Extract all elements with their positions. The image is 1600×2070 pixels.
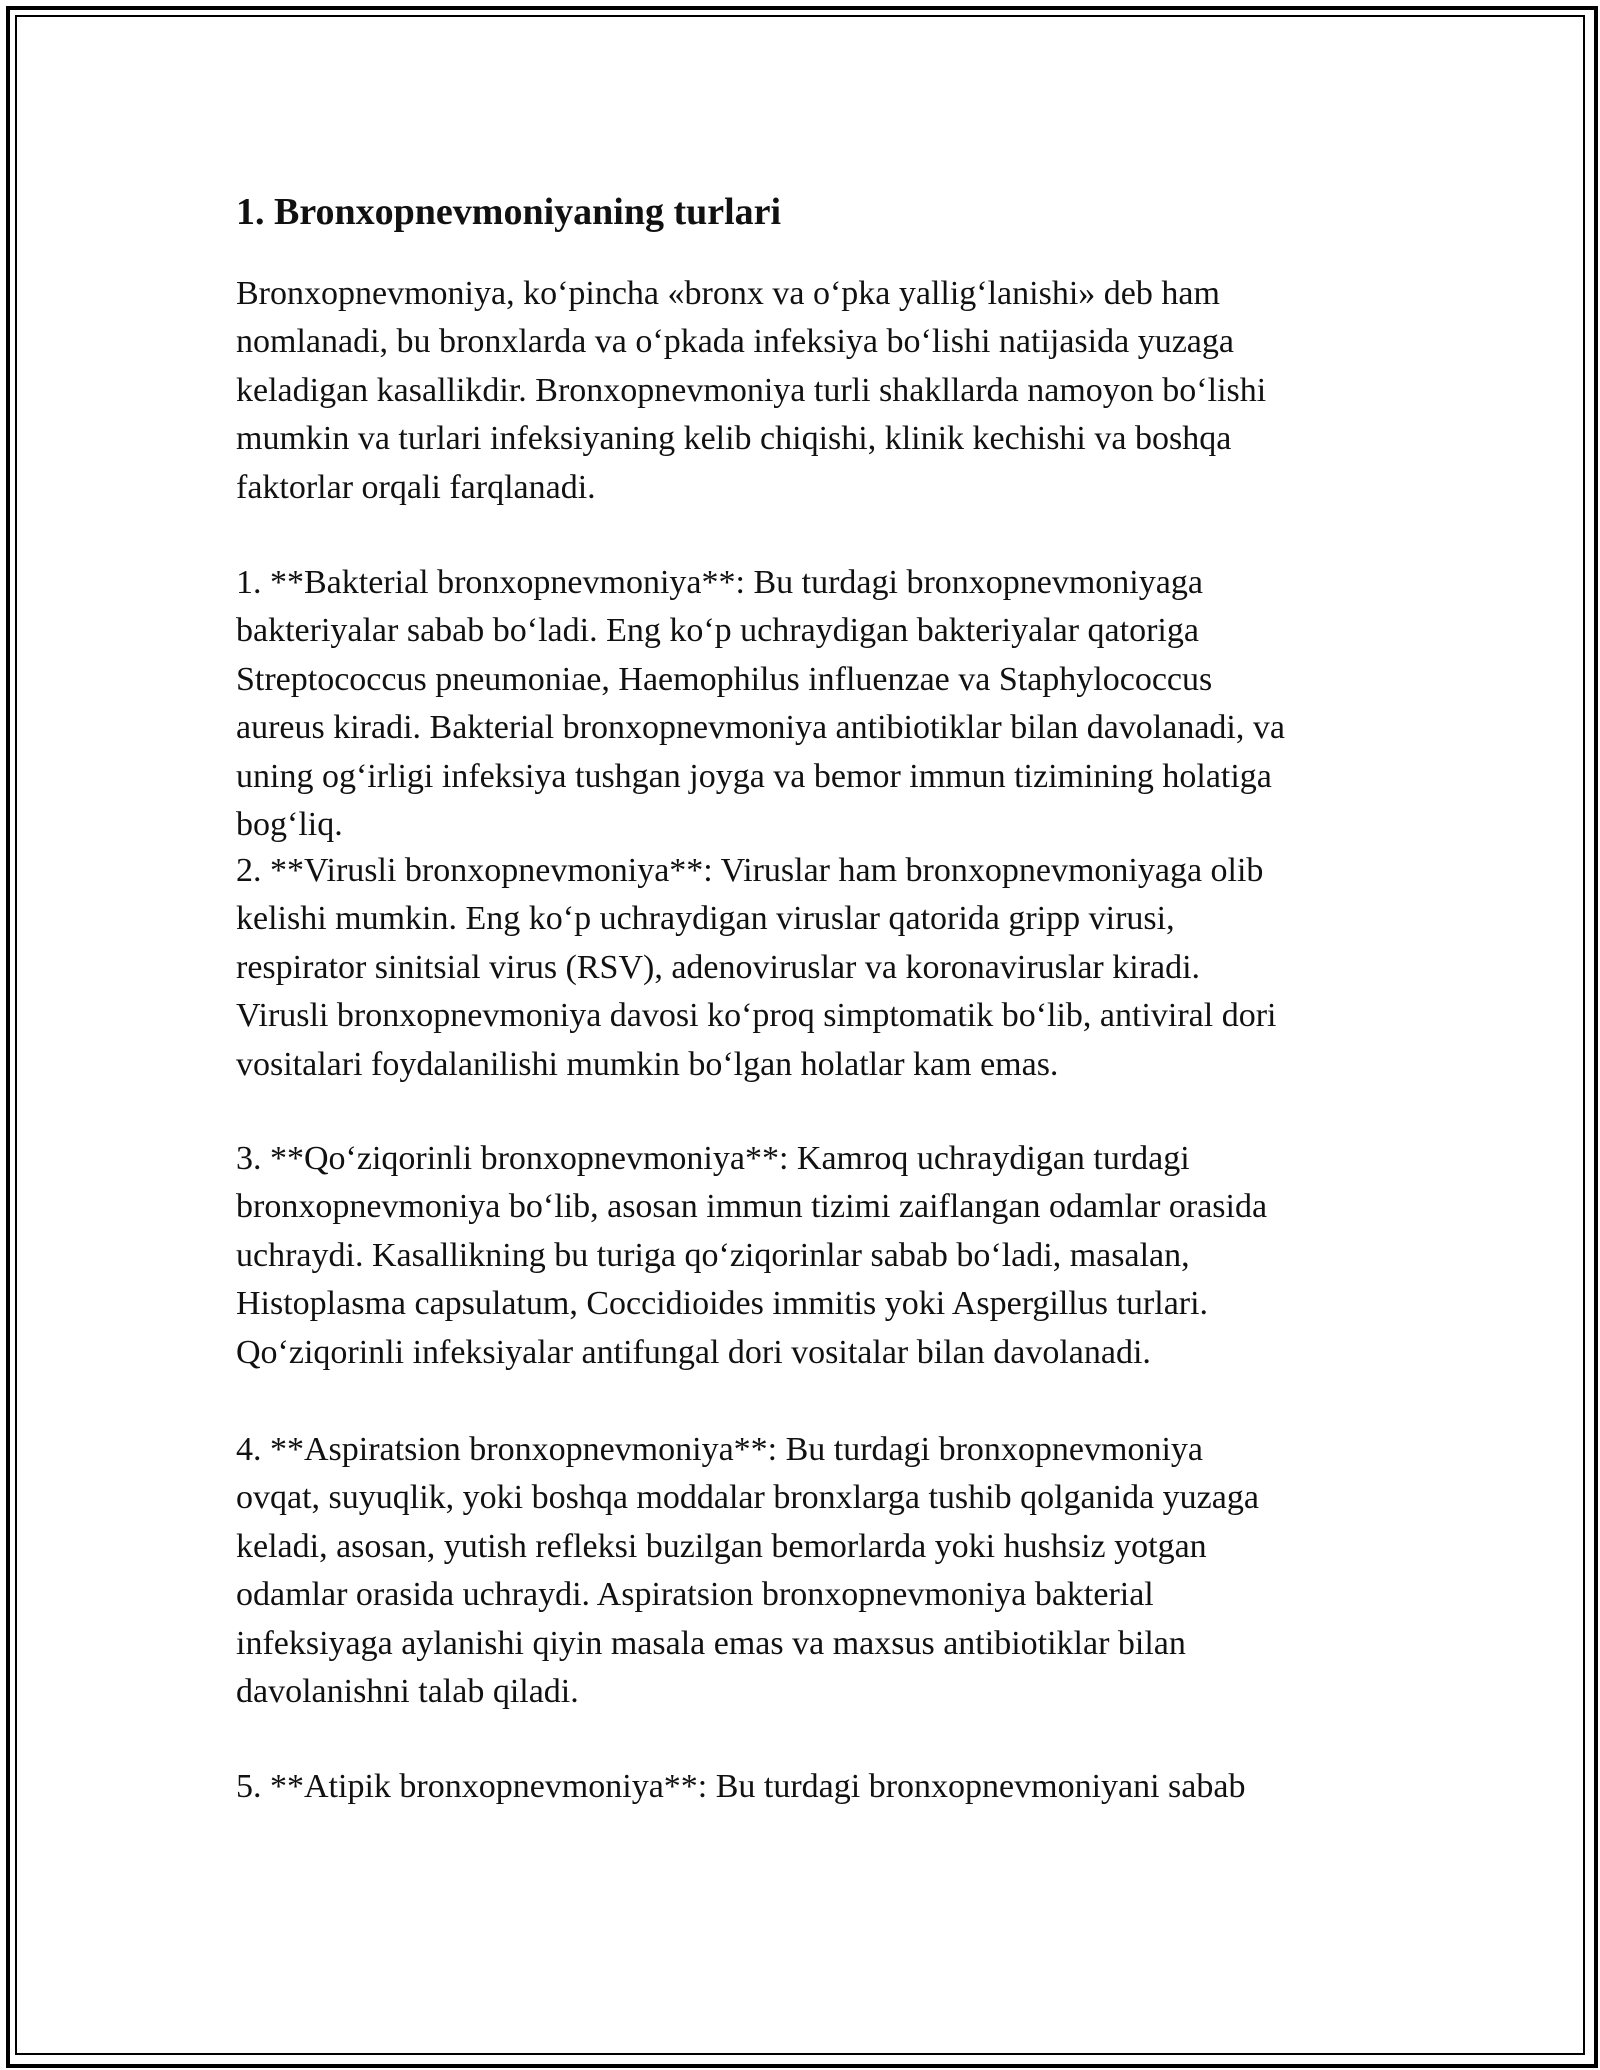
- text-line: 5. **Atipik bronxopnevmoniya**: Bu turdagi bronxopnevmoniyani sabab: [236, 1768, 1246, 1805]
- text-line: respirator sinitsial virus (RSV), adenoviruslar va koronaviruslar kiradi.: [236, 948, 1201, 986]
- text-line: ovqat, suyuqlik, yoki boshqa moddalar bronxlarga tushib qolganida yuzaga: [236, 1479, 1259, 1517]
- text-line: kelishi mumkin. Eng ko‘p uchraydigan viruslar qatorida gripp virusi,: [236, 900, 1175, 938]
- document-body: [236, 186, 1416, 1805]
- text-line: davolanishni talab qiladi.: [236, 1673, 579, 1711]
- text-line: Streptococcus pneumoniae, Haemophilus influenzae va Staphylococcus: [236, 660, 1213, 698]
- list-item-aspiration: [236, 1426, 1259, 1716]
- document-title: 1. Bronxopnevmoniyaning turlari: [236, 191, 782, 233]
- list-item-bacterial: [236, 559, 1285, 849]
- text-line: aureus kiradi. Bakterial bronxopnevmoniya antibiotiklar bilan davolanadi, va: [236, 709, 1285, 747]
- text-line: faktorlar orqali farqlanadi.: [236, 468, 596, 506]
- list-item-fungal: [236, 1135, 1267, 1377]
- list-item-viral: [236, 847, 1277, 1089]
- text-line: uchraydi. Kasallikning bu turiga qo‘ziqorinlar sabab bo‘ladi, masalan,: [236, 1236, 1190, 1274]
- text-line: Bronxopnevmoniya, ko‘pincha «bronx va o‘pka yallig‘lanishi» deb ham: [236, 275, 1220, 312]
- text-line: bronxopnevmoniya bo‘lib, asosan immun tizimi zaiflangan odamlar orasida: [236, 1188, 1268, 1226]
- text-line: infeksiyaga aylanishi qiyin masala emas va maxsus antibiotiklar bilan: [236, 1624, 1186, 1662]
- text-line: 2. **Virusli bronxopnevmoniya**: Viruslar ham bronxopnevmoniyaga olib: [236, 852, 1264, 889]
- text-line: bog‘liq.: [236, 806, 343, 844]
- text-line: 1. **Bakterial bronxopnevmoniya**: Bu turdagi bronxopnevmoniyaga: [236, 564, 1203, 601]
- text-line: vositalari foydalanilishi mumkin bo‘lgan holatlar kam emas.: [236, 1045, 1059, 1083]
- text-line: keladigan kasallikdir. Bronxopnevmoniya turli shakllarda namoyon bo‘lishi: [236, 371, 1267, 409]
- text-line: uning og‘irligi infeksiya tushgan joyga va bemor immun tizimining holatiga: [236, 757, 1272, 795]
- text-line: nomlanadi, bu bronxlarda va o‘pkada infeksiya bo‘lishi natijasida yuzaga: [236, 323, 1234, 361]
- list-item-atypical: [236, 1763, 1245, 1811]
- intro-paragraph: [236, 270, 1266, 512]
- text-line: odamlar orasida uchraydi. Aspiratsion bronxopnevmoniya bakterial: [236, 1576, 1154, 1614]
- text-line: 4. **Aspiratsion bronxopnevmoniya**: Bu turdagi bronxopnevmoniya: [236, 1431, 1203, 1468]
- text-line: mumkin va turlari infeksiyaning kelib chiqishi, klinik kechishi va boshqa: [236, 420, 1232, 458]
- text-line: Histoplasma capsulatum, Coccidioides immitis yoki Aspergillus turlari.: [236, 1285, 1209, 1323]
- text-line: bakteriyalar sabab bo‘ladi. Eng ko‘p uchraydigan bakteriyalar qatoriga: [236, 612, 1199, 650]
- text-line: Qo‘ziqorinli infeksiyalar antifungal dori vositalar bilan davolanadi.: [236, 1333, 1151, 1371]
- text-line: keladi, asosan, yutish refleksi buzilgan bemorlarda yoki hushsiz yotgan: [236, 1527, 1207, 1565]
- text-line: 3. **Qo‘ziqorinli bronxopnevmoniya**: Kamroq uchraydigan turdagi: [236, 1140, 1190, 1177]
- text-line: Virusli bronxopnevmoniya davosi ko‘proq simptomatik bo‘lib, antiviral dori: [236, 997, 1277, 1035]
